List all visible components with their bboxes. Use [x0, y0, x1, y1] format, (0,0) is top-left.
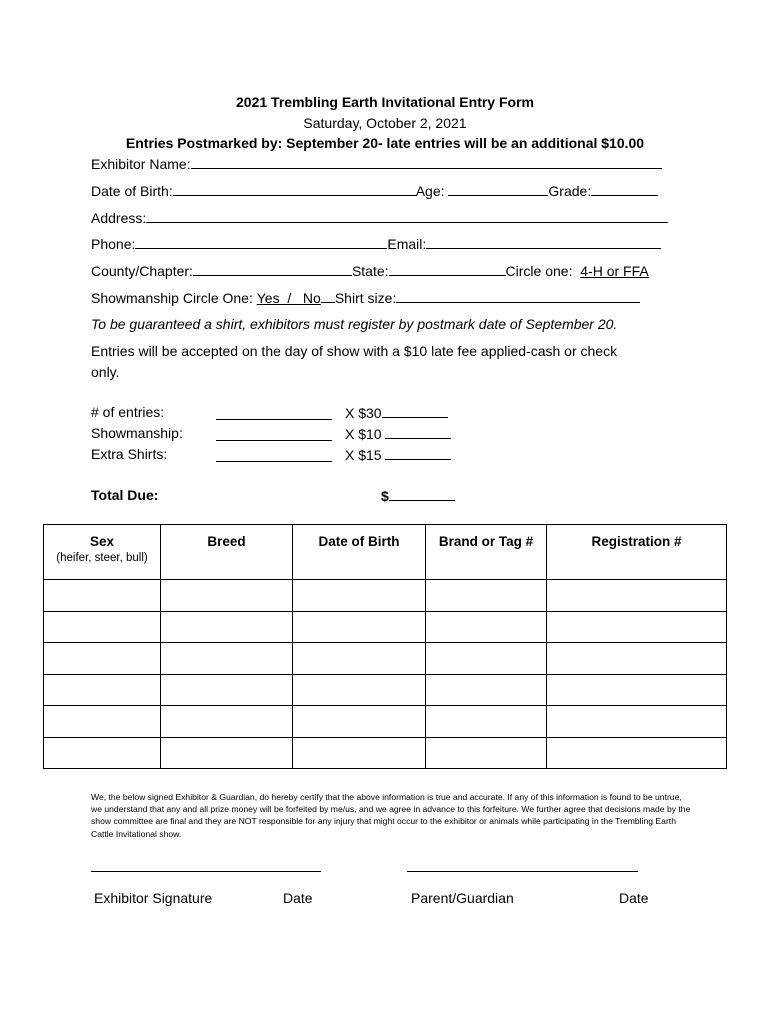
- header-date-of-birth: Date of Birth: [293, 525, 426, 580]
- showmanship-circle-label: Showmanship Circle One:: [91, 290, 253, 306]
- exhibitor-signature-label: Exhibitor Signature: [94, 890, 213, 906]
- showmanship-subtotal-field[interactable]: [385, 425, 451, 439]
- showmanship-options[interactable]: Yes / No: [256, 290, 321, 306]
- event-date: Saturday, October 2, 2021: [303, 115, 467, 131]
- entries-price: X $30: [345, 405, 382, 421]
- showmanship-count-field[interactable]: [216, 425, 332, 441]
- cell-registration[interactable]: [547, 643, 727, 675]
- cell-sex[interactable]: [44, 611, 161, 643]
- table-row: [44, 674, 727, 706]
- animal-table: [43, 524, 727, 769]
- exhibitor-signature-line[interactable]: [91, 870, 321, 872]
- cell-brand-tag[interactable]: [426, 643, 547, 675]
- showmanship-fee-label: Showmanship:: [91, 425, 183, 441]
- shirts-price-row: [345, 446, 451, 463]
- guardian-date-label: Date: [619, 890, 649, 906]
- circle-one-label: Circle one:: [505, 263, 573, 279]
- grade-field[interactable]: [591, 182, 658, 196]
- cell-breed[interactable]: [161, 611, 293, 643]
- table-row: [44, 580, 727, 612]
- showmanship-price-row: [345, 425, 451, 442]
- cell-breed[interactable]: [161, 580, 293, 612]
- cell-registration[interactable]: [547, 737, 727, 769]
- state-label: State:: [351, 263, 389, 279]
- grade-label: Grade:: [548, 183, 592, 199]
- cell-registration[interactable]: [547, 580, 727, 612]
- header-sex-sub: (heifer, steer, bull): [56, 552, 148, 564]
- table-header-row: [44, 525, 727, 580]
- table-row: [44, 737, 727, 769]
- shirts-price: X $15: [345, 447, 382, 463]
- cell-sex[interactable]: [44, 674, 161, 706]
- header-registration: Registration #: [547, 525, 727, 580]
- showmanship-price: X $10: [345, 426, 382, 442]
- entries-price-row: [345, 404, 448, 421]
- postmark-deadline: Entries Postmarked by: September 20- late entries will be an additional $10.00: [125, 135, 645, 151]
- extra-shirts-count-field[interactable]: [216, 446, 332, 462]
- county-label: County/Chapter:: [91, 263, 193, 279]
- cell-brand-tag[interactable]: [426, 674, 547, 706]
- header-breed: Breed: [161, 525, 293, 580]
- cell-brand-tag[interactable]: [426, 737, 547, 769]
- county-row: [91, 262, 649, 279]
- cell-breed[interactable]: [161, 706, 293, 738]
- form-title: 2021 Trembling Earth Invitational Entry Form: [236, 94, 534, 110]
- cell-dob[interactable]: [293, 580, 426, 612]
- entries-count-field[interactable]: [216, 404, 332, 420]
- table-row: [44, 611, 727, 643]
- exhibitor-name-label: Exhibitor Name:: [91, 156, 191, 172]
- total-due-field[interactable]: [389, 487, 455, 501]
- address-field[interactable]: [146, 209, 668, 223]
- state-field[interactable]: [389, 262, 506, 276]
- address-row: [91, 209, 668, 226]
- cell-registration[interactable]: [547, 611, 727, 643]
- email-field[interactable]: [426, 235, 661, 249]
- cell-registration[interactable]: [547, 706, 727, 738]
- total-due-label: Total Due:: [91, 487, 159, 503]
- header-sex: [44, 525, 161, 580]
- exhibitor-name-field[interactable]: [191, 155, 662, 169]
- phone-field[interactable]: [135, 235, 387, 249]
- header-sex-label: Sex: [89, 534, 115, 549]
- entries-label: # of entries:: [91, 404, 165, 420]
- certification-statement: We, the below signed Exhibitor & Guardian, do hereby certify that the above information is true and accurate. If any of this information is found to be untrue, we understand that any and all prize money will be forfeited by me/us, and we agree in advance to this forfeiture. We further agree that decisions made by the show committee are final and they are NOT responsible for any injury that might occur to the exhibitor or animals while participating in the Trembling Earth Cattle Invitational show.: [91, 792, 691, 839]
- cell-breed[interactable]: [161, 674, 293, 706]
- total-due-row: [381, 487, 455, 504]
- shirt-guarantee-note: To be guaranteed a shirt, exhibitors must register by postmark date of September 20.: [91, 316, 618, 332]
- guardian-signature-line[interactable]: [407, 870, 638, 872]
- shirts-subtotal-field[interactable]: [385, 446, 451, 460]
- cell-dob[interactable]: [293, 674, 426, 706]
- cell-brand-tag[interactable]: [426, 611, 547, 643]
- showmanship-underline: [321, 289, 335, 303]
- cell-sex[interactable]: [44, 643, 161, 675]
- table-row: [44, 643, 727, 675]
- cell-dob[interactable]: [293, 643, 426, 675]
- age-label: Age:: [415, 183, 445, 199]
- dob-row: [91, 182, 658, 199]
- header-brand-tag: Brand or Tag #: [426, 525, 547, 580]
- email-label: Email:: [387, 236, 427, 252]
- dob-field[interactable]: [173, 182, 416, 196]
- county-field[interactable]: [193, 262, 352, 276]
- address-label: Address:: [91, 210, 147, 226]
- club-options[interactable]: 4-H or FFA: [580, 263, 649, 279]
- cell-dob[interactable]: [293, 737, 426, 769]
- cell-dob[interactable]: [293, 611, 426, 643]
- shirt-size-label: Shirt size:: [334, 290, 397, 306]
- late-entry-note-line2: only.: [91, 364, 120, 380]
- age-field[interactable]: [448, 182, 548, 196]
- cell-brand-tag[interactable]: [426, 706, 547, 738]
- dob-label: Date of Birth:: [91, 183, 173, 199]
- late-entry-note-line1: Entries will be accepted on the day of show with a $10 late fee applied-cash or check: [91, 343, 618, 359]
- cell-dob[interactable]: [293, 706, 426, 738]
- extra-shirts-label: Extra Shirts:: [91, 446, 168, 462]
- exhibitor-date-label: Date: [283, 890, 313, 906]
- cell-sex[interactable]: [44, 580, 161, 612]
- phone-row: [91, 235, 661, 252]
- cell-breed[interactable]: [161, 643, 293, 675]
- cell-registration[interactable]: [547, 674, 727, 706]
- showmanship-row: [91, 289, 640, 306]
- cell-brand-tag[interactable]: [426, 580, 547, 612]
- shirt-size-field[interactable]: [396, 289, 640, 303]
- cell-sex[interactable]: [44, 706, 161, 738]
- exhibitor-name-row: [91, 155, 662, 172]
- total-currency: $: [381, 488, 389, 504]
- cell-sex[interactable]: [44, 737, 161, 769]
- guardian-signature-label: Parent/Guardian: [411, 890, 514, 906]
- cell-breed[interactable]: [161, 737, 293, 769]
- phone-label: Phone:: [91, 236, 136, 252]
- entries-subtotal-field[interactable]: [382, 404, 448, 418]
- table-row: [44, 706, 727, 738]
